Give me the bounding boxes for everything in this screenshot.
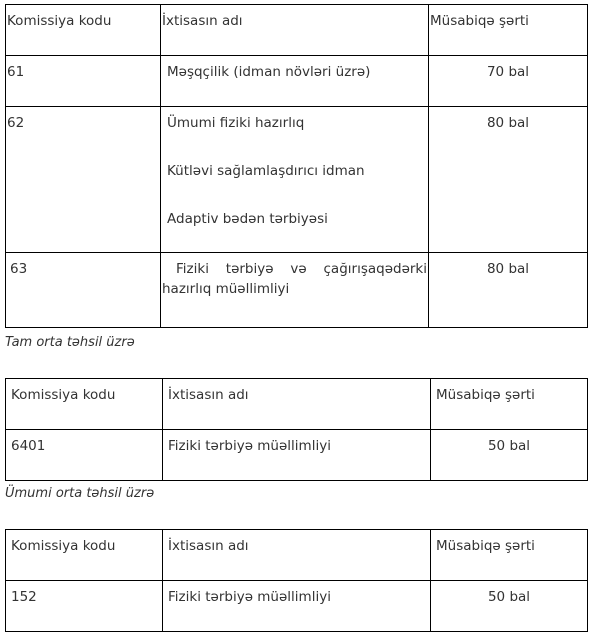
- specialty-line: Kütləvi sağlamlaşdırıcı idman: [167, 163, 365, 179]
- table-header-row: [6, 379, 588, 430]
- cell-code: 62: [6, 107, 161, 253]
- table-general-secondary: [5, 529, 588, 632]
- table-header-row: [6, 530, 588, 581]
- table-secondary-special: [5, 4, 588, 328]
- header-condition: Müsabiqə şərti: [431, 379, 588, 430]
- cell-code: 6401: [6, 430, 163, 481]
- cell-code: 63: [6, 253, 161, 328]
- cell-condition: 50 bal: [431, 581, 588, 632]
- header-code: Komissiya kodu: [6, 530, 163, 581]
- header-code: Komissiya kodu: [6, 379, 163, 430]
- header-specialty: İxtisasın adı: [163, 379, 431, 430]
- cell-condition: 80 bal: [429, 253, 588, 328]
- specialty-line: Adaptiv bədən tərbiyəsi: [167, 211, 328, 227]
- header-condition: Müsabiqə şərti: [429, 5, 588, 56]
- table-row: [6, 253, 588, 328]
- cell-specialty: Məşqçilik (idman növləri üzrə): [161, 56, 429, 107]
- cell-condition: 70 bal: [429, 56, 588, 107]
- table-row: [6, 107, 588, 253]
- cell-specialty: Fiziki tərbiyə və çağırışaqədərki hazırlıq müəllimliyi: [161, 253, 429, 328]
- table-row: [6, 56, 588, 107]
- table-header-row: [6, 5, 588, 56]
- cell-code: 152: [6, 581, 163, 632]
- section-caption: Ümumi orta təhsil üzrə: [5, 486, 155, 501]
- cell-code: 61: [6, 56, 161, 107]
- header-code: Komissiya kodu: [6, 5, 161, 56]
- header-specialty: İxtisasın adı: [161, 5, 429, 56]
- section-caption: Tam orta təhsil üzrə: [5, 335, 135, 350]
- cell-specialty: [161, 107, 429, 253]
- header-condition: Müsabiqə şərti: [431, 530, 588, 581]
- specialty-line: Ümumi fiziki hazırlıq: [167, 115, 305, 131]
- table-row: [6, 581, 588, 632]
- cell-condition: 50 bal: [431, 430, 588, 481]
- cell-condition: 80 bal: [429, 107, 588, 253]
- header-specialty: İxtisasın adı: [163, 530, 431, 581]
- table-complete-secondary: [5, 378, 588, 481]
- cell-specialty: Fiziki tərbiyə müəllimliyi: [163, 581, 431, 632]
- cell-specialty: Fiziki tərbiyə müəllimliyi: [163, 430, 431, 481]
- table-row: [6, 430, 588, 481]
